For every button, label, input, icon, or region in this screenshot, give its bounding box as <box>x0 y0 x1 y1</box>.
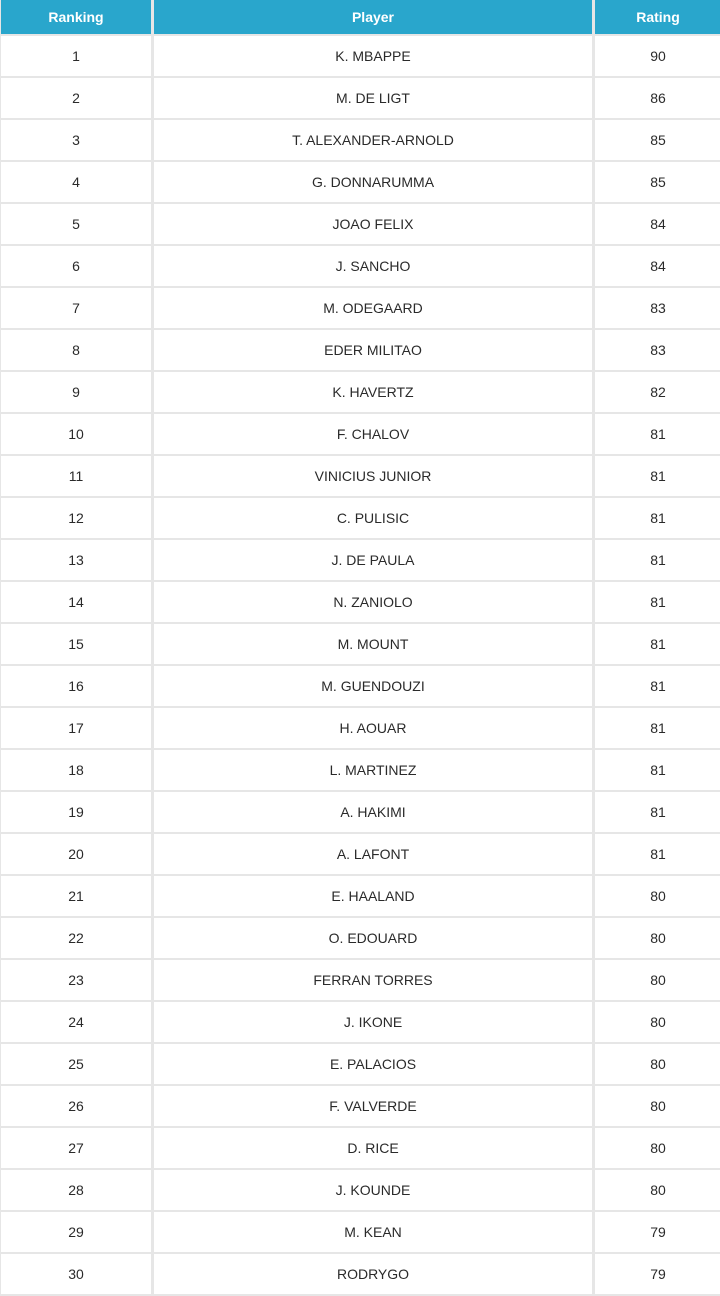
player-cell: F. VALVERDE <box>154 1086 592 1126</box>
rating-cell: 85 <box>595 120 720 160</box>
rating-cell: 90 <box>595 36 720 76</box>
rank-cell: 1 <box>1 36 151 76</box>
rank-cell: 15 <box>1 624 151 664</box>
player-cell: J. SANCHO <box>154 246 592 286</box>
header-player: Player <box>154 0 592 34</box>
rating-cell: 81 <box>595 708 720 748</box>
player-cell: VINICIUS JUNIOR <box>154 456 592 496</box>
player-cell: E. PALACIOS <box>154 1044 592 1084</box>
player-cell: D. RICE <box>154 1128 592 1168</box>
rank-cell: 19 <box>1 792 151 832</box>
rating-cell: 81 <box>595 834 720 874</box>
rank-cell: 3 <box>1 120 151 160</box>
rank-cell: 22 <box>1 918 151 958</box>
rank-cell: 18 <box>1 750 151 790</box>
rating-cell: 83 <box>595 288 720 328</box>
rank-cell: 14 <box>1 582 151 622</box>
rating-cell: 85 <box>595 162 720 202</box>
rank-cell: 25 <box>1 1044 151 1084</box>
player-cell: F. CHALOV <box>154 414 592 454</box>
rating-cell: 80 <box>595 960 720 1000</box>
rank-cell: 13 <box>1 540 151 580</box>
rating-cell: 84 <box>595 246 720 286</box>
rank-cell: 11 <box>1 456 151 496</box>
rank-cell: 27 <box>1 1128 151 1168</box>
rating-cell: 81 <box>595 540 720 580</box>
player-cell: C. PULISIC <box>154 498 592 538</box>
player-cell: O. EDOUARD <box>154 918 592 958</box>
rank-cell: 12 <box>1 498 151 538</box>
rating-cell: 79 <box>595 1254 720 1294</box>
rating-cell: 81 <box>595 750 720 790</box>
rating-cell: 81 <box>595 582 720 622</box>
rank-cell: 29 <box>1 1212 151 1252</box>
rating-cell: 81 <box>595 456 720 496</box>
player-cell: E. HAALAND <box>154 876 592 916</box>
player-cell: K. MBAPPE <box>154 36 592 76</box>
rating-cell: 80 <box>595 1128 720 1168</box>
header-rating: Rating <box>595 0 720 34</box>
player-cell: JOAO FELIX <box>154 204 592 244</box>
player-cell: FERRAN TORRES <box>154 960 592 1000</box>
rating-cell: 80 <box>595 1086 720 1126</box>
player-cell: M. MOUNT <box>154 624 592 664</box>
rating-cell: 80 <box>595 876 720 916</box>
player-cell: L. MARTINEZ <box>154 750 592 790</box>
player-cell: T. ALEXANDER-ARNOLD <box>154 120 592 160</box>
rating-cell: 84 <box>595 204 720 244</box>
rating-cell: 80 <box>595 918 720 958</box>
rank-cell: 24 <box>1 1002 151 1042</box>
rank-cell: 23 <box>1 960 151 1000</box>
rank-cell: 9 <box>1 372 151 412</box>
rank-cell: 10 <box>1 414 151 454</box>
player-cell: A. HAKIMI <box>154 792 592 832</box>
rank-cell: 20 <box>1 834 151 874</box>
rank-cell: 16 <box>1 666 151 706</box>
player-cell: M. GUENDOUZI <box>154 666 592 706</box>
rating-cell: 82 <box>595 372 720 412</box>
rating-cell: 81 <box>595 792 720 832</box>
rating-cell: 80 <box>595 1002 720 1042</box>
rating-cell: 86 <box>595 78 720 118</box>
rating-cell: 81 <box>595 498 720 538</box>
player-cell: J. DE PAULA <box>154 540 592 580</box>
rank-cell: 2 <box>1 78 151 118</box>
player-cell: M. ODEGAARD <box>154 288 592 328</box>
rank-cell: 21 <box>1 876 151 916</box>
rank-cell: 17 <box>1 708 151 748</box>
player-cell: M. DE LIGT <box>154 78 592 118</box>
player-cell: J. IKONE <box>154 1002 592 1042</box>
player-cell: RODRYGO <box>154 1254 592 1294</box>
header-ranking: Ranking <box>1 0 151 34</box>
rank-cell: 5 <box>1 204 151 244</box>
player-cell: J. KOUNDE <box>154 1170 592 1210</box>
player-cell: EDER MILITAO <box>154 330 592 370</box>
rank-cell: 26 <box>1 1086 151 1126</box>
player-cell: N. ZANIOLO <box>154 582 592 622</box>
rank-cell: 7 <box>1 288 151 328</box>
player-cell: A. LAFONT <box>154 834 592 874</box>
player-cell: G. DONNARUMMA <box>154 162 592 202</box>
rating-cell: 81 <box>595 624 720 664</box>
player-cell: K. HAVERTZ <box>154 372 592 412</box>
rank-cell: 8 <box>1 330 151 370</box>
player-cell: M. KEAN <box>154 1212 592 1252</box>
rating-cell: 80 <box>595 1044 720 1084</box>
rank-cell: 28 <box>1 1170 151 1210</box>
rank-cell: 30 <box>1 1254 151 1294</box>
player-cell: H. AOUAR <box>154 708 592 748</box>
rank-cell: 4 <box>1 162 151 202</box>
rating-cell: 81 <box>595 666 720 706</box>
rating-cell: 79 <box>595 1212 720 1252</box>
rating-cell: 81 <box>595 414 720 454</box>
rating-cell: 83 <box>595 330 720 370</box>
rating-cell: 80 <box>595 1170 720 1210</box>
rank-cell: 6 <box>1 246 151 286</box>
